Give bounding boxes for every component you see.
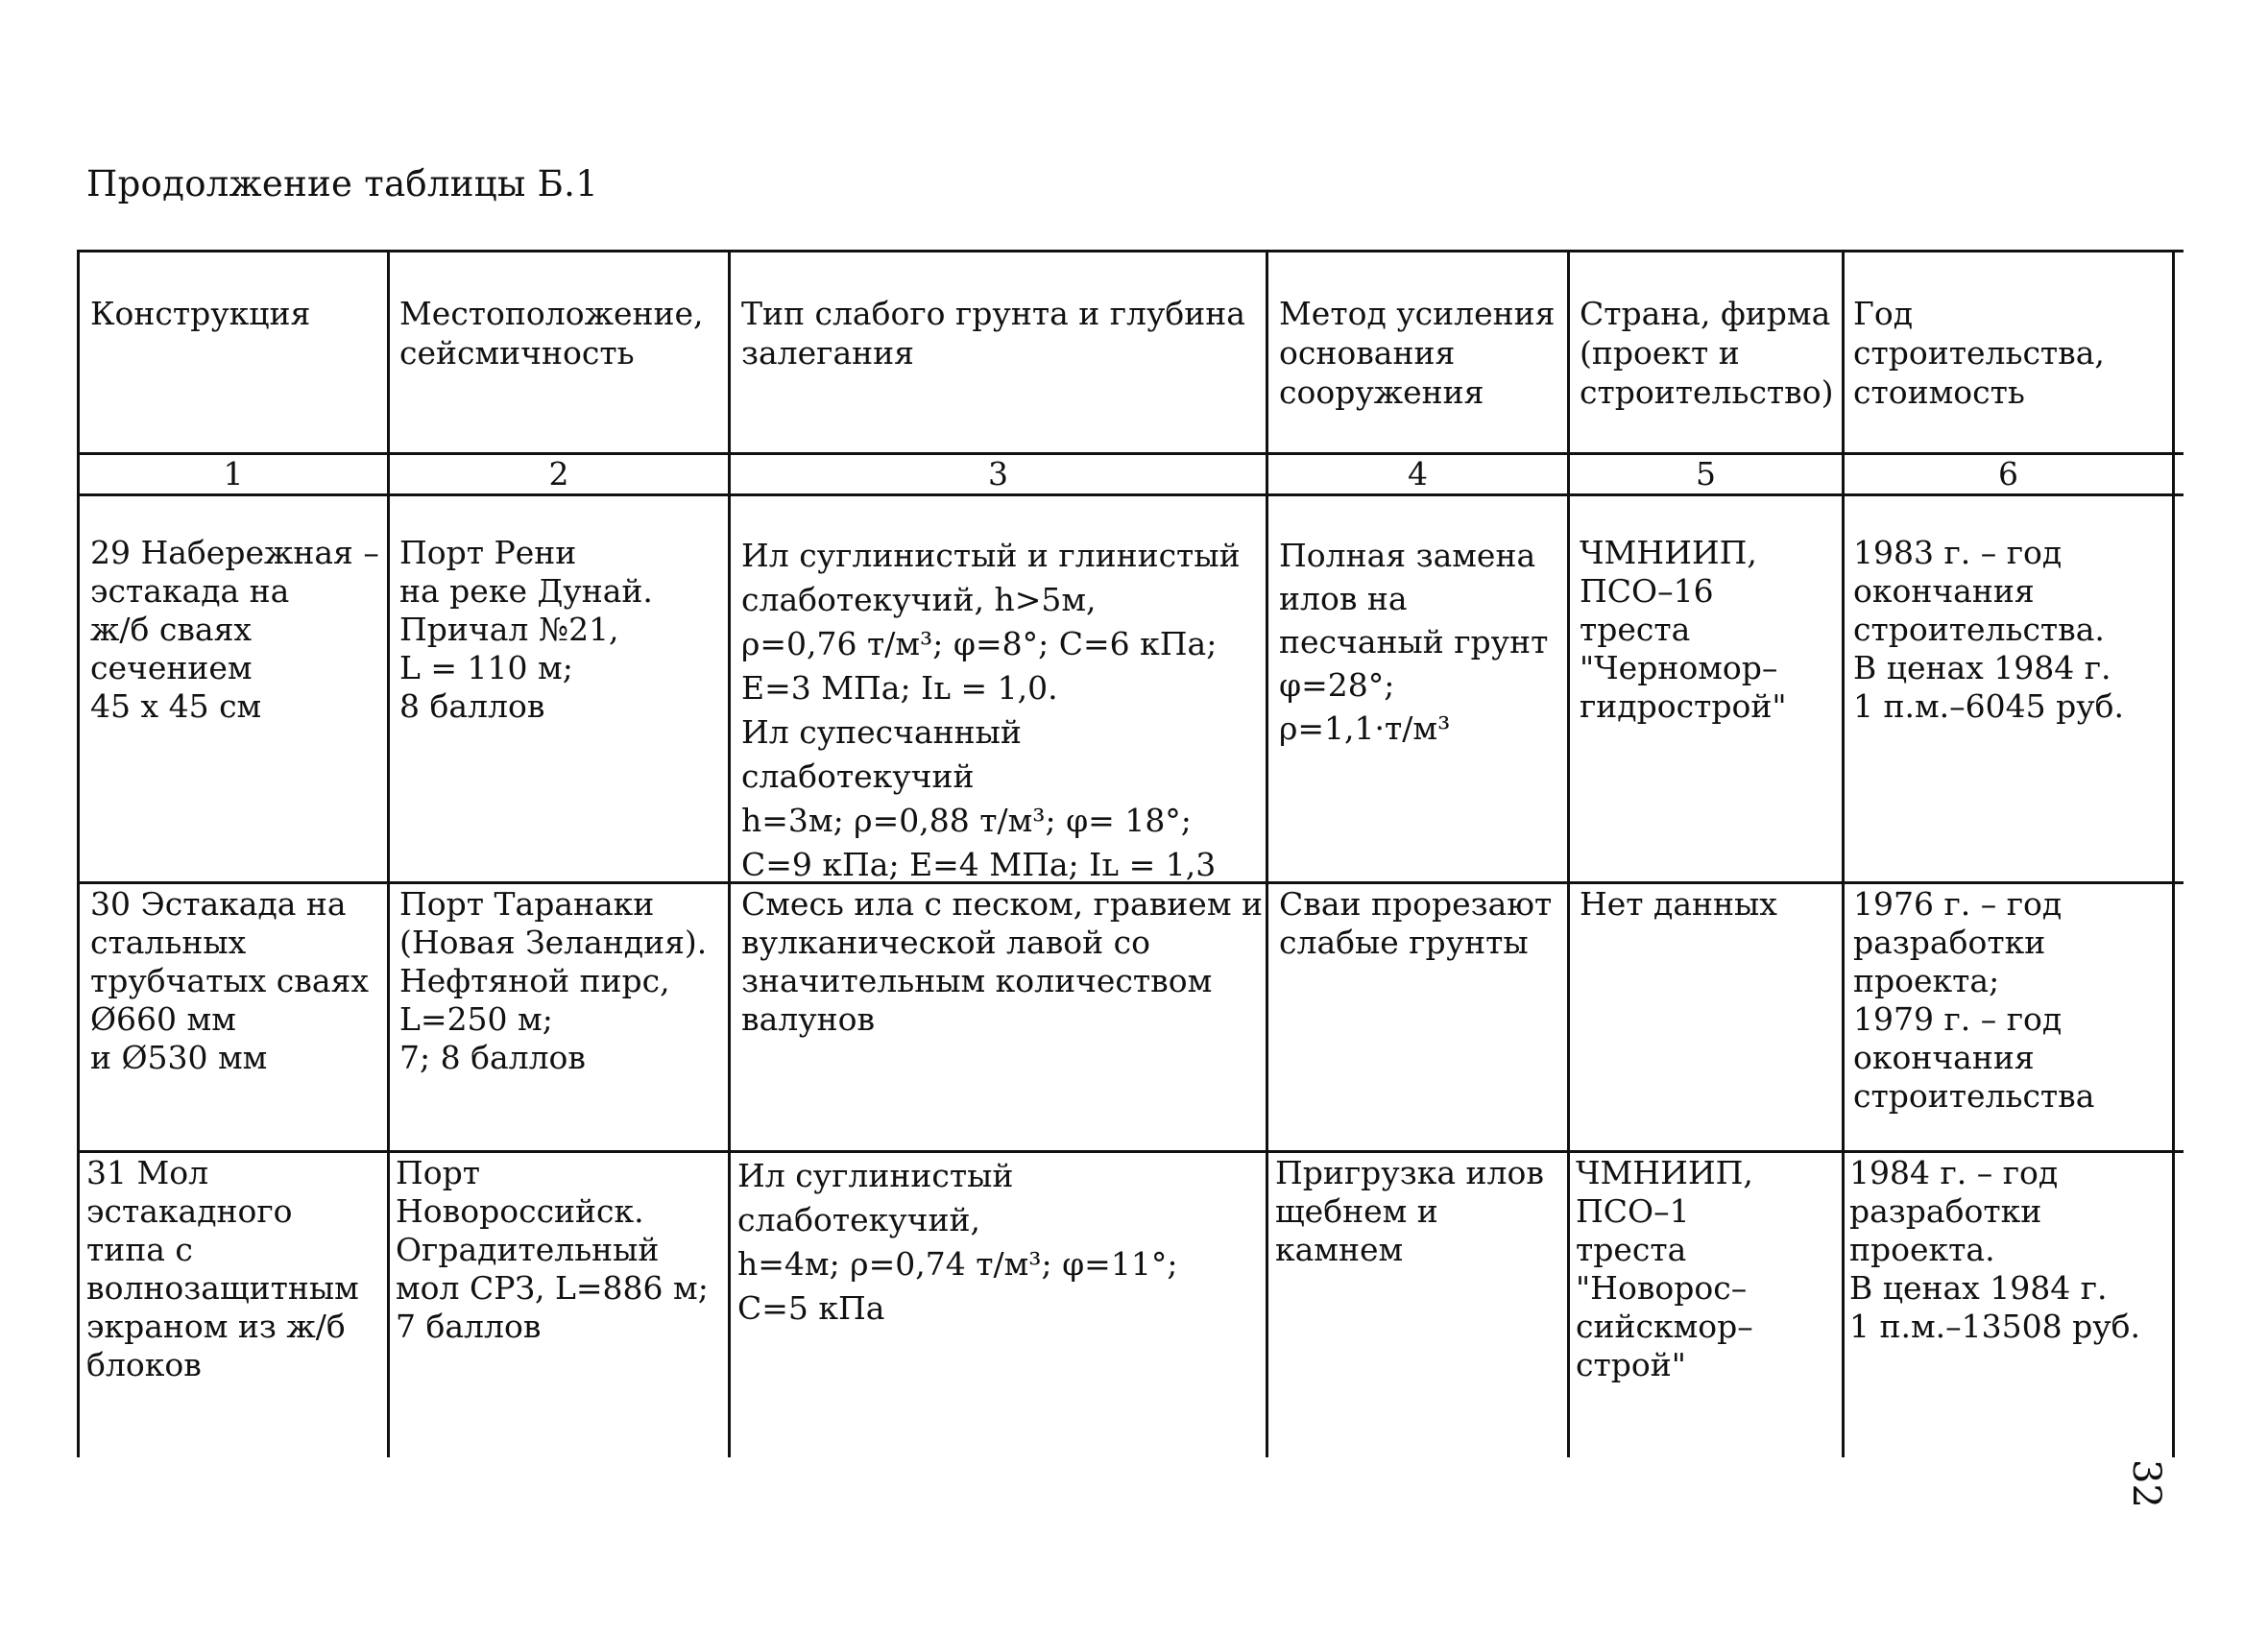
column-number: 3 — [988, 455, 1008, 493]
column-number: 5 — [1696, 455, 1716, 493]
row-29-year-cost: 1983 г. – год окончания строительства. В ценах 1984 г. 1 п.м.–6045 руб. — [1853, 534, 2124, 725]
row-divider — [79, 1150, 2184, 1153]
row-29-soil: Ил суглинистый и глинистый слаботекучий, h>5м, ρ=0,76 т/м³; φ=8°; C=6 кПа; E=3 МПа; Iʟ = 1,0. Ил супесчанный слаботекучий h=3м; ρ=0,88 т/м³; φ= 18°; C=9 кПа; E=4 МПа; Iʟ = 1,3 — [741, 537, 1241, 883]
row-31-soil: Ил суглинистый слаботекучий, h=4м; ρ=0,74 т/м³; φ=11°; C=5 кПа — [737, 1157, 1178, 1327]
row-30-location: Порт Таранаки (Новая Зеландия). Нефтяной пирс, L=250 м; 7; 8 баллов — [399, 885, 708, 1076]
column-number: 4 — [1408, 455, 1428, 493]
row-31-construction: 31 Мол эстакадного типа с волнозащитным экраном из ж/б блоков — [86, 1154, 359, 1383]
row-31-year-cost: 1984 г. – год разработки проекта. В ценах 1984 г. 1 п.м.–13508 руб. — [1849, 1154, 2140, 1345]
row-29-method: Полная замена илов на песчаный грунт φ=28°; ρ=1,1·т/м³ — [1279, 537, 1549, 747]
header-method: Метод усиления основания сооружения — [1279, 295, 1556, 411]
row-30-soil: Смесь ила с песком, гравием и вулканической лавой со значительным количеством валунов — [741, 885, 1263, 1038]
column-divider — [387, 250, 390, 1457]
column-divider — [2172, 250, 2175, 1457]
header-construction: Конструкция — [90, 295, 311, 332]
table-caption: Продолжение таблицы Б.1 — [86, 163, 599, 204]
column-divider — [728, 250, 731, 1457]
row-31-location: Порт Новороссийск. Оградительный мол СРЗ, L=886 м; 7 баллов — [396, 1154, 709, 1345]
header-company: Страна, фирма (проект и строительство) — [1580, 295, 1834, 411]
table-top-border — [79, 250, 2184, 252]
column-divider — [1266, 250, 1268, 1457]
row-30-year-cost: 1976 г. – год разработки проекта; 1979 г. – год окончания строительства — [1853, 885, 2095, 1115]
header-location: Местоположение, сейсмичность — [399, 295, 704, 372]
row-29-company: ЧМНИИП, ПСО–16 треста "Черномор– гидрострой" — [1580, 534, 1787, 725]
row-31-company: ЧМНИИП, ПСО–1 треста "Новорос– сийскмор– строй" — [1576, 1154, 1753, 1383]
row-30-method: Сваи прорезают слабые грунты — [1279, 885, 1553, 961]
row-29-location: Порт Рени на реке Дунай. Причал №21, L = 110 м; 8 баллов — [399, 534, 653, 725]
page-number: 32 — [2124, 1459, 2168, 1508]
row-30-construction: 30 Эстакада на стальных трубчатых сваях Ø660 мм и Ø530 мм — [90, 885, 369, 1076]
header-soil-type: Тип слабого грунта и глубина залегания — [741, 295, 1245, 372]
numbers-bottom-border — [79, 493, 2184, 496]
column-divider — [77, 250, 80, 1457]
header-year-cost: Год строительства, стоимость — [1853, 295, 2105, 411]
column-divider — [1567, 250, 1570, 1457]
column-number: 2 — [548, 455, 569, 493]
column-number: 1 — [223, 455, 244, 493]
column-number: 6 — [1998, 455, 2018, 493]
row-31-method: Пригрузка илов щебнем и камнем — [1275, 1154, 1544, 1268]
column-divider — [1842, 250, 1845, 1457]
row-30-company: Нет данных — [1580, 885, 1777, 923]
row-29-construction: 29 Набережная – эстакада на ж/б сваях сечением 45 х 45 см — [90, 534, 379, 725]
